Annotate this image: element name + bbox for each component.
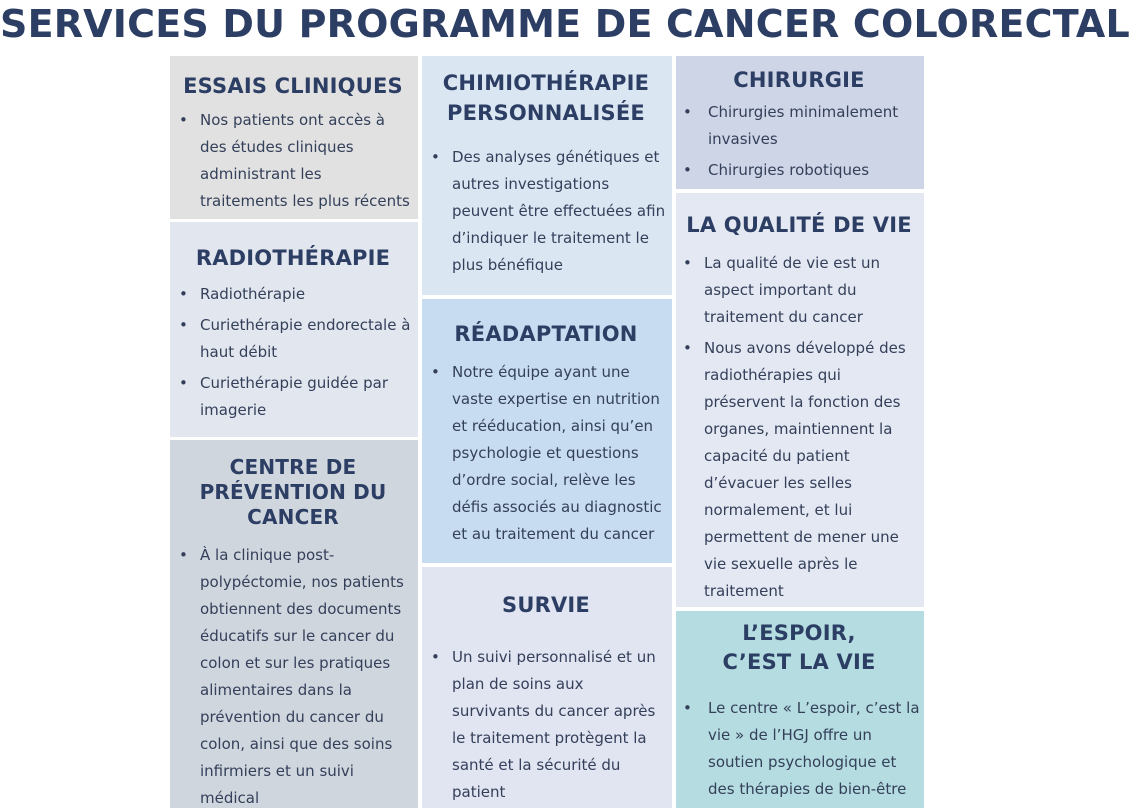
card-title: L’ESPOIR, C’EST LA VIE <box>722 621 876 674</box>
card-espoir <box>676 611 924 808</box>
card-title: CHIMIOTHÉRAPIE PERSONNALISÉE <box>442 71 650 125</box>
bullet-list <box>426 144 666 279</box>
list-item: • Des analyses génétiques et autres investigations peuvent être effectuées afin d’indiquer le traitement le plus bénéfique <box>426 144 666 279</box>
card-readaptation <box>422 299 672 563</box>
card-survie <box>422 567 672 808</box>
bullet-list <box>174 542 412 808</box>
card-chirurgie <box>676 56 924 189</box>
card-title: ESSAIS CLINIQUES <box>183 74 403 98</box>
list-item: • Un suivi personnalisé et un plan de soins aux survivants du cancer après le traitement protègent la santé et la sécurité du patient <box>426 644 666 806</box>
card-radiotherapie <box>170 222 418 437</box>
list-item: • Nous avons développé des radiothérapies qui préservent la fonction des organes, maintiennent la capacité du patient d’évacuer les selles normalement, et lui permettent de mener une vie sexuelle après le traitement <box>678 335 920 605</box>
bullet-list <box>174 107 412 215</box>
list-item: • Nos patients ont accès à des études cliniques administrant les traitements les plus récents <box>174 107 412 215</box>
card-centre-prevention <box>170 440 418 808</box>
bullet-list <box>678 250 920 605</box>
card-title: RADIOTHÉRAPIE <box>195 246 391 270</box>
bullet-list <box>678 99 920 184</box>
list-item: • Curiethérapie endorectale à haut débit <box>174 312 412 366</box>
card-title: CENTRE DE PRÉVENTION DU CANCER <box>199 455 387 529</box>
bullet-list <box>174 281 412 424</box>
card-chimiotherapie <box>422 56 672 295</box>
bullet-list <box>678 695 920 803</box>
page-title: SERVICES DU PROGRAMME DE CANCER COLORECTAL <box>0 2 1130 46</box>
list-item: • La qualité de vie est un aspect important du traitement du cancer <box>678 250 920 331</box>
card-title: LA QUALITÉ DE VIE <box>686 213 912 237</box>
card-title: RÉADAPTATION <box>454 322 638 346</box>
list-item: • Chirurgies minimalement invasives <box>678 99 920 153</box>
card-title: CHIRURGIE <box>733 68 865 92</box>
bullet-list <box>426 644 666 806</box>
card-qualite-de-vie <box>676 193 924 607</box>
list-item: • Curiethérapie guidée par imagerie <box>174 370 412 424</box>
list-item: • À la clinique post-polypéctomie, nos patients obtiennent des documents éducatifs sur le cancer du colon et sur les pratiques alimentaires dans la prévention du cancer du colon, ainsi que des soins infirmiers et un suivi médical <box>174 542 412 808</box>
list-item: • Radiothérapie <box>174 281 412 308</box>
list-item: • Chirurgies robotiques <box>678 157 920 184</box>
list-item: • Notre équipe ayant une vaste expertise en nutrition et rééducation, ainsi qu’en psychologie et questions d’ordre social, relève les défis associés au diagnostic et au traitement du cancer <box>426 359 666 548</box>
bullet-list <box>426 359 666 548</box>
card-essais-cliniques <box>170 56 418 219</box>
list-item: • Le centre « L’espoir, c’est la vie » de l’HGJ offre un soutien psychologique et des thérapies de bien-être <box>678 695 920 803</box>
card-title: SURVIE <box>502 593 590 617</box>
